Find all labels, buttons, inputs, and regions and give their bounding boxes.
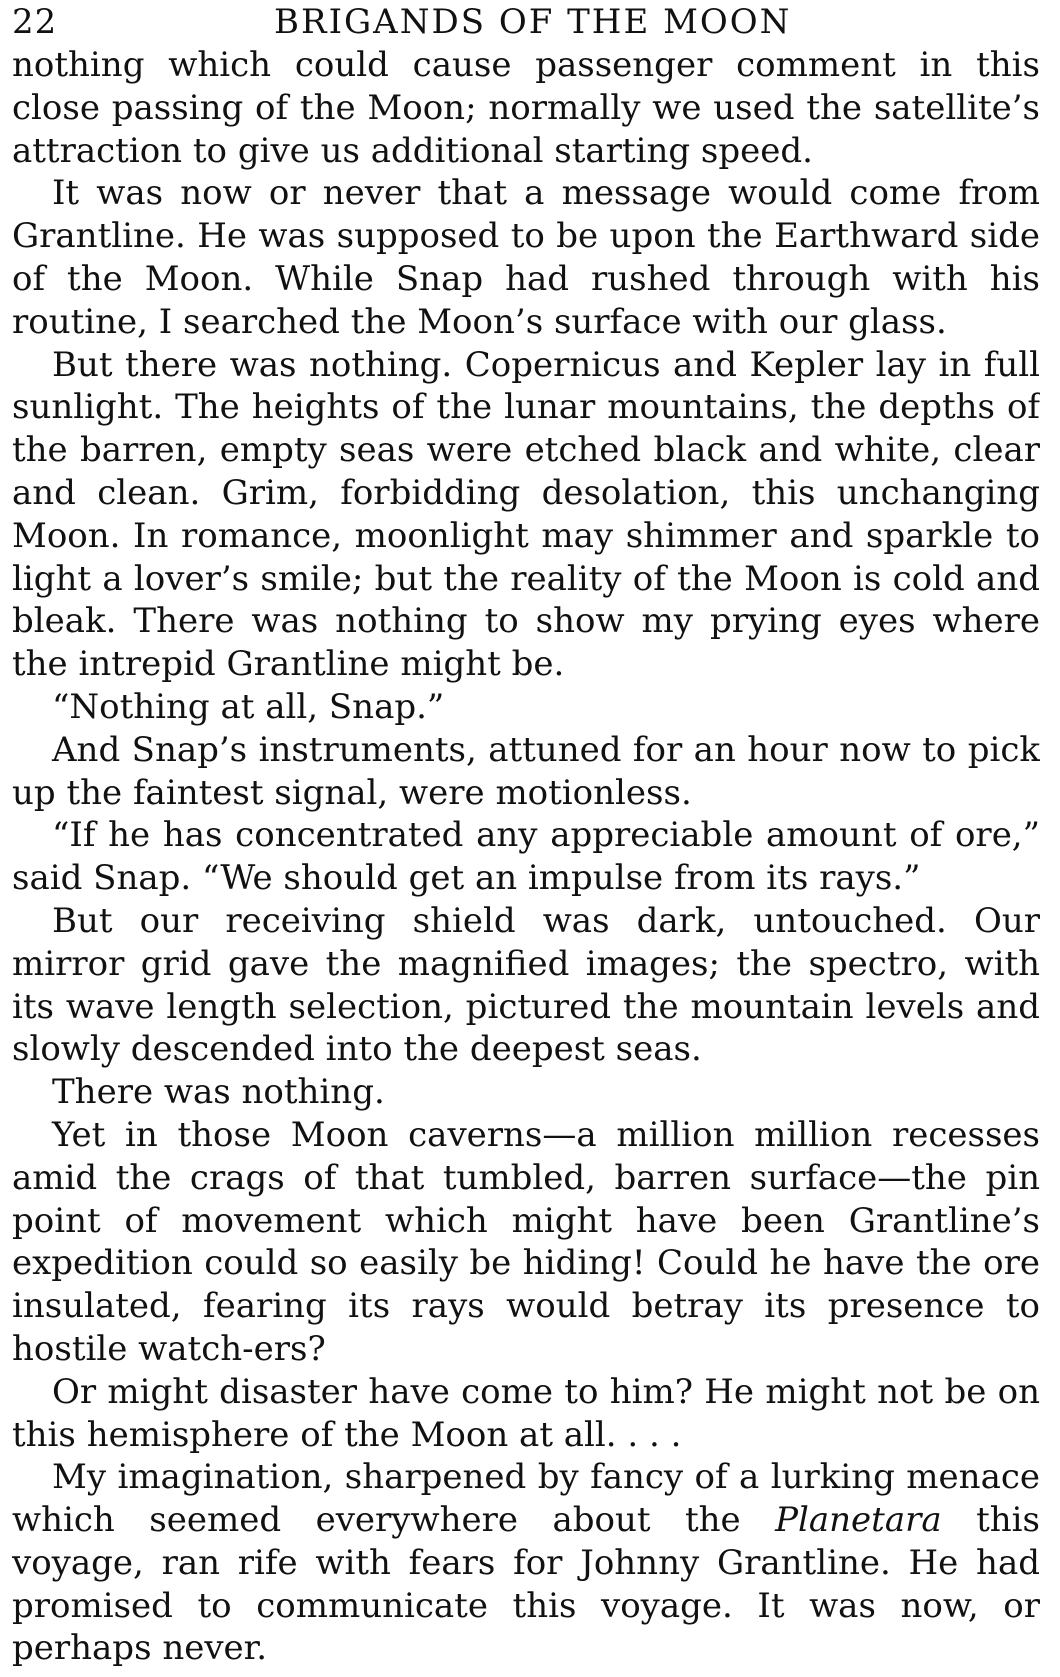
paragraph: There was nothing. <box>52 1072 385 1113</box>
paragraph: nothing which could cause passenger comment in this close passing of the Moon; normally we used the satellite’s attraction to give us additional starting speed. <box>12 45 1040 171</box>
paragraph: And Snap’s instruments, attuned for an hour now to pick up the faintest signal, were motionless. <box>12 729 1040 813</box>
body-text <box>12 44 1040 1670</box>
book-title: BRIGANDS OF THE MOON <box>274 2 792 42</box>
page-number: 22 <box>12 2 58 42</box>
paragraph: Or might disaster have come to him? He might not be on this hemisphere of the Moon at all. . . . <box>12 1371 1040 1455</box>
paragraph: “If he has concentrated any appreciable amount of ore,” said Snap. “We should get an impulse from its rays.” <box>12 815 1040 899</box>
paragraph-last <box>12 1456 1040 1670</box>
paragraph: But there was nothing. Copernicus and Kepler lay in full sunlight. The heights of the lunar mountains, the depths of the barren, empty seas were etched black and white, clear and clean. Grim, forbidding desolation, this unchanging Moon. In romance, moonlight may shimmer and sparkle to light a lover’s smile; but the reality of the Moon is cold and bleak. There was nothing to show my prying eyes where the intrepid Grantline might be. <box>12 344 1040 685</box>
paragraph-text-after-ship: this voyage, ran rife with fears for Johnny Grantline. He had promised to communicate this voyage. It was now, or perhaps never. <box>12 1500 1040 1669</box>
paragraph: It was now or never that a message would come from Grantline. He was supposed to be upon the Earthward side of the Moon. While Snap had rushed through with his routine, I searched the Moon’s surface with our glass. <box>12 173 1040 342</box>
paragraph: “Nothing at all, Snap.” <box>52 686 445 727</box>
paragraph-text-before-ship: My imagination, sharpened by fancy of a lurking menace which seemed everywhere about the <box>12 1457 1040 1541</box>
running-head <box>12 0 1040 44</box>
paragraph: Yet in those Moon caverns—a million million recesses amid the crags of that tumbled, barren surface—the pin point of movement which might have been Grantline’s expedition could so easily be hiding! Could he have the ore insulated, fearing its rays would betray its presence to hostile watch-ers? <box>12 1114 1040 1369</box>
ship-name: Planetara <box>775 1500 942 1541</box>
paragraph: But our receiving shield was dark, untouched. Our mirror grid gave the magnified images; the spectro, with its wave length selection, pictured the mountain levels and slowly descended into the deepest seas. <box>12 900 1040 1070</box>
book-page <box>12 0 1040 1677</box>
